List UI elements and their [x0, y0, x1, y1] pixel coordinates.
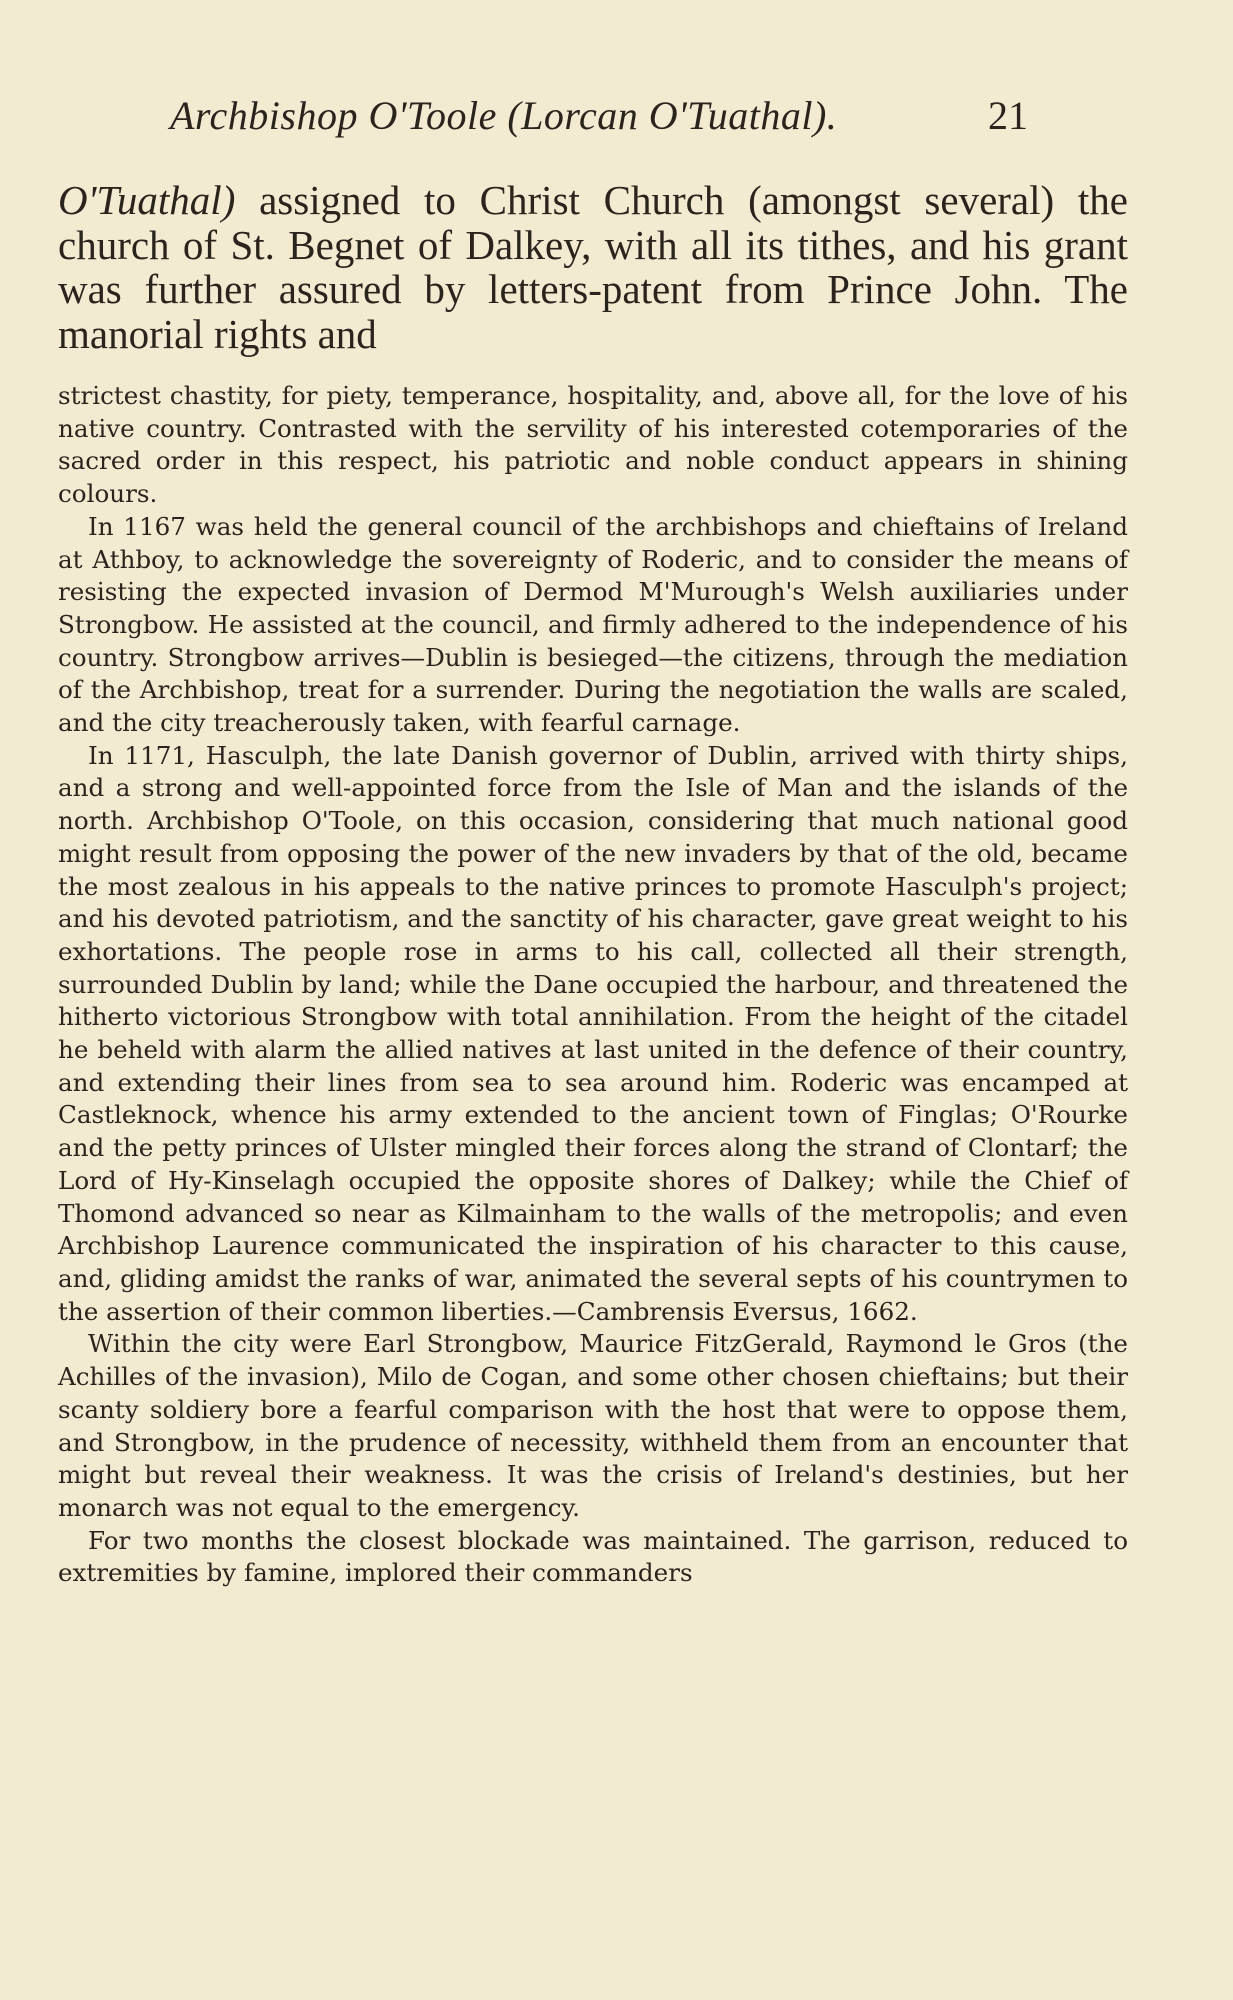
running-title: Archbishop O'Toole (Lorcan O'Tuathal).: [170, 93, 838, 138]
note-paragraph: In 1167 was held the general council of the archbishops and chieftains of Ireland at Athboy, to acknowledge the sovereignty of Roderic, and to consider the means of resisting the expected invasion of Dermod M'Murough's Welsh auxiliaries under Strongbow. He assisted at the council, and firmly adhered to the independence of his country. Strongbow arrives—Dublin is besieged—the citizens, through the mediation of the Archbishop, treat for a surrender. During the negotiation the walls are scaled, and the city treacherously taken, with fearful carnage.: [58, 511, 1128, 738]
note-paragraph: strictest chastity, for piety, temperance, hospitality, and, above all, for the love of his native country. Contrasted with the servility of his interested cotemporaries of the sacred order in this respect, his patriotic and noble conduct appears in shining colours.: [58, 381, 1128, 509]
note-paragraph: In 1171, Hasculph, the late Danish governor of Dublin, arrived with thirty ships, and a strong and well-appointed force from the Isle of Man and the islands of the north. Archbishop O'Toole, on this occasion, considering that much national good might result from opposing the power of the new invaders by that of the old, became the most zealous in his appeals to the native princes to promote Hasculph's project; and his devoted patriotism, and the sanctity of his character, gave great weight to his exhortations. The people rose in arms to his call, collected all their strength, surrounded Dublin by land; while the Dane occupied the harbour, and threatened the hitherto victorious Strongbow with total annihilation. From the height of the citadel he beheld with alarm the allied natives at last united in the defence of their country, and extending their lines from sea to sea around him. Roderic was encamped at Castleknock, whence his army extended to the ancient town of Finglas; O'Rourke and the petty princes of Ulster mingled their forces along the strand of Clontarf; the Lord of Hy-Kinselagh occupied the opposite shores of Dalkey; while the Chief of Thomond advanced so near as Kilmainham to the walls of the metropolis; and even Archbishop Laurence communicated the inspiration of his character to this cause, and, gliding amidst the ranks of war, animated the several septs of his countrymen to the assertion of their common liberties.—Cambrensis Eversus, 1662.: [58, 740, 1128, 1326]
main-body: assigned to Christ Church (amongst several) the church of St. Begnet of Dalkey, with all its tithes, and his grant was further assured by letters-patent from Prince John. The manorial rights and: [58, 177, 1128, 357]
main-paragraph: [58, 178, 1128, 356]
page-number: 21: [988, 93, 1028, 138]
note-paragraph: For two months the closest blockade was maintained. The garrison, reduced to extremities by famine, implored their commanders: [58, 1525, 1128, 1588]
italic-lead: O'Tuathal): [58, 177, 236, 223]
note-paragraph: Within the city were Earl Strongbow, Maurice FitzGerald, Raymond le Gros (the Achilles of the invasion), Milo de Cogan, and some other chosen chieftains; but their scanty soldiery bore a fearful comparison with the host that were to oppose them, and Strongbow, in the prudence of necessity, withheld them from an encounter that might but reveal their weakness. It was the crisis of Ireland's destinies, but her monarch was not equal to the emergency.: [58, 1329, 1128, 1522]
footnote-block: [58, 380, 1128, 1590]
